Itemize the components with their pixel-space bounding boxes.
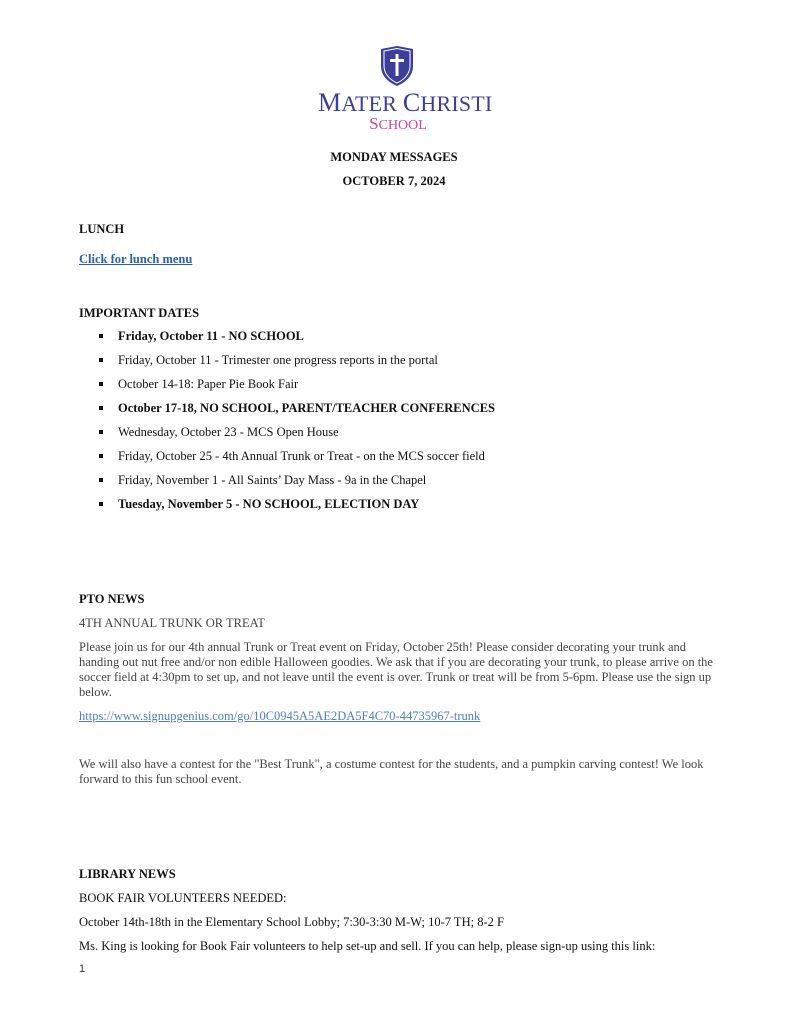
list-item: Friday, October 11 - NO SCHOOL	[79, 328, 719, 352]
library-subheading: BOOK FAIR VOLUNTEERS NEEDED:	[79, 891, 287, 905]
pto-subheading: 4TH ANNUAL TRUNK OR TREAT	[79, 616, 265, 630]
pto-news-heading: PTO NEWS	[79, 592, 145, 606]
library-request-text: Ms. King is looking for Book Fair volunteers to help set-up and sell. If you can help, please sign-up using this link:	[79, 939, 656, 953]
bullet-icon	[99, 502, 103, 506]
list-item: Friday, October 25 - 4th Annual Trunk or Treat - on the MCS soccer field	[79, 448, 719, 472]
bullet-icon	[99, 334, 103, 338]
newsletter-date: OCTOBER 7, 2024	[342, 174, 446, 188]
logo-school-word: SCHOOL	[369, 114, 427, 133]
pto-body-text: Please join us for our 4th annual Trunk or Treat event on Friday, October 25th! Please consider decorating your trunk and handing out nut free and/or non edible Halloween goodies. We ask that if you are decorating your trunk, to please arrive on the soccer field at 4:30pm to set up, and not leave until the event is over. Trunk or treat will be from 5-6pm. Please use the sign up below.	[79, 640, 713, 699]
list-item: Wednesday, October 23 - MCS Open House	[79, 424, 719, 448]
list-item: October 17-18, NO SCHOOL, PARENT/TEACHER CONFERENCES	[79, 400, 719, 424]
lunch-heading: LUNCH	[79, 222, 125, 236]
school-logo	[318, 46, 493, 133]
bullet-icon	[99, 358, 103, 362]
list-item: Friday, October 11 - Trimester one progress reports in the portal	[79, 352, 719, 376]
library-schedule-text: October 14th-18th in the Elementary School Lobby; 7:30-3:30 M-W; 10-7 TH; 8-2 F	[79, 915, 504, 929]
bullet-icon	[99, 406, 103, 410]
list-item: October 14-18: Paper Pie Book Fair	[79, 376, 719, 400]
bullet-icon	[99, 478, 103, 482]
logo-school-name: MATER CHRISTI	[318, 88, 493, 117]
important-dates-heading: IMPORTANT DATES	[79, 306, 200, 320]
bullet-icon	[99, 382, 103, 386]
trunk-signup-link[interactable]: https://www.signupgenius.com/go/10C0945A5AE2DA5F4C70-44735967-trunk	[79, 709, 481, 723]
list-item: Friday, November 1 - All Saints’ Day Mass - 9a in the Chapel	[79, 472, 719, 496]
page-number: 1	[79, 963, 86, 975]
newsletter-title: MONDAY MESSAGES	[330, 150, 458, 164]
bullet-icon	[99, 430, 103, 434]
lunch-menu-link[interactable]: Click for lunch menu	[79, 252, 193, 266]
shield-cross-icon	[380, 46, 414, 86]
bullet-icon	[99, 454, 103, 458]
library-news-heading: LIBRARY NEWS	[79, 867, 176, 881]
important-dates-list	[79, 328, 719, 520]
pto-contest-text: We will also have a contest for the "Best Trunk", a costume contest for the students, and a pumpkin carving contest! We look forward to this fun school event.	[79, 757, 704, 786]
list-item: Tuesday, November 5 - NO SCHOOL, ELECTION DAY	[79, 496, 719, 520]
